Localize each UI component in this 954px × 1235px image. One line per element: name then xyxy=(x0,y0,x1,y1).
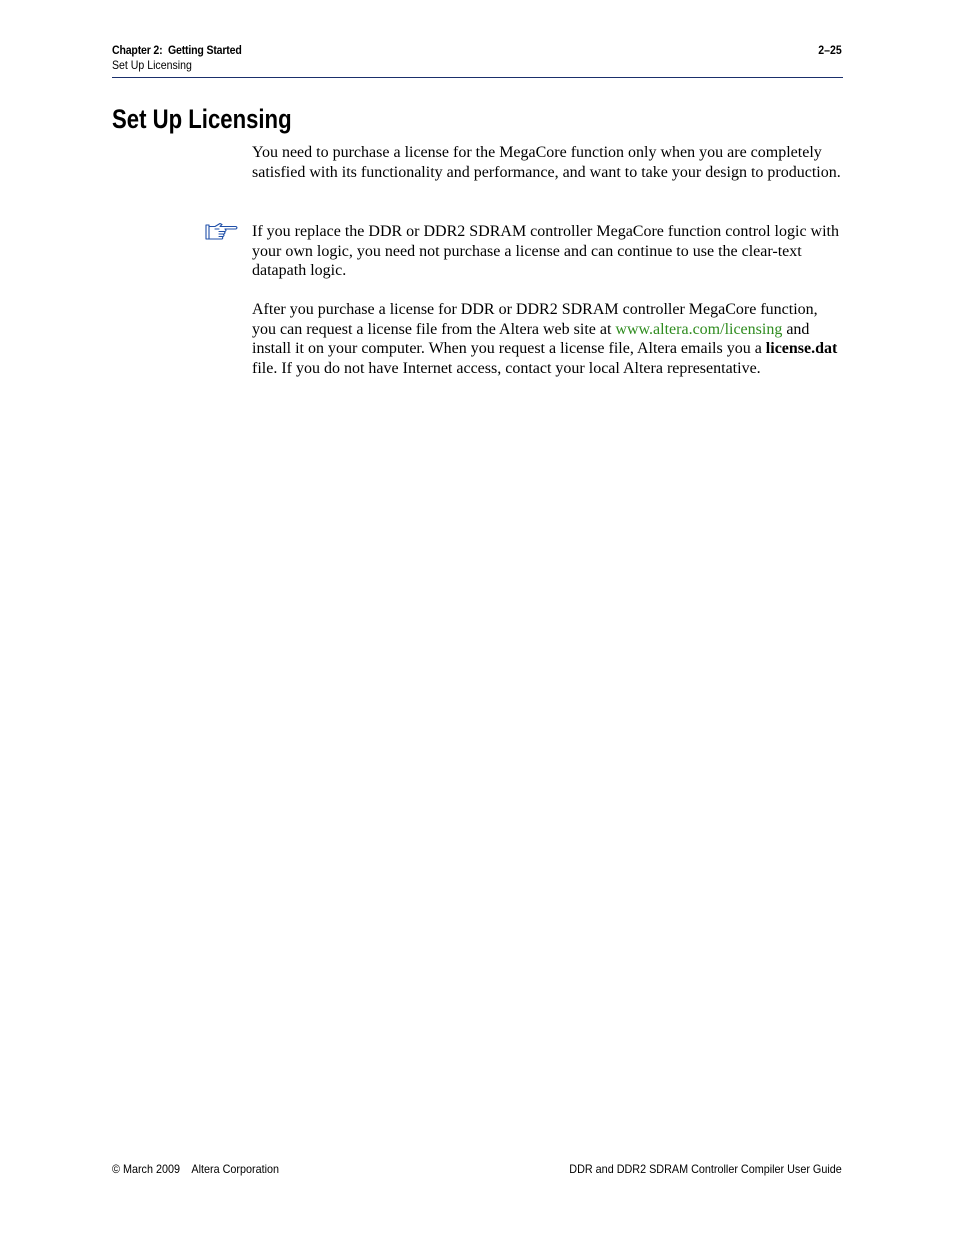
licensing-link[interactable]: www.altera.com/licensing xyxy=(615,320,783,338)
header-chapter: Chapter 2: Getting Started xyxy=(112,43,242,57)
paragraph-text-3: file. If you do not have Internet access, contact your local Altera representative. xyxy=(252,359,761,377)
page-header xyxy=(112,43,842,73)
header-page-number: 2–25 xyxy=(818,43,842,57)
paragraph-text-2: and install it on your computer. When you request a license file, Altera emails you a xyxy=(252,320,810,358)
header-section: Set Up Licensing xyxy=(112,58,192,72)
paragraph-text-1: After you purchase a license for DDR or DDR2 SDRAM controller MegaCore function, you can request a license file from the Altera web site at xyxy=(252,301,818,338)
header-rule xyxy=(112,77,843,78)
page-title: Set Up Licensing xyxy=(112,104,292,134)
license-file-name: license.dat xyxy=(765,340,838,358)
note-text: If you replace the DDR or DDR2 SDRAM controller MegaCore function control logic with your own logic, you need not purchase a license and can continue to use the clear-text datapath logic. xyxy=(252,223,839,280)
footer-copyright: © March 2009 Altera Corporation xyxy=(112,1162,280,1176)
licensing-paragraph xyxy=(252,300,844,378)
footer-guide-title: DDR and DDR2 SDRAM Controller Compiler User Guide xyxy=(569,1162,842,1176)
pointing-hand-icon xyxy=(205,220,239,242)
intro-paragraph: You need to purchase a license for the MegaCore function only when you are completely satisfied with its functionality and performance, and want to take your design to production. xyxy=(252,144,841,181)
